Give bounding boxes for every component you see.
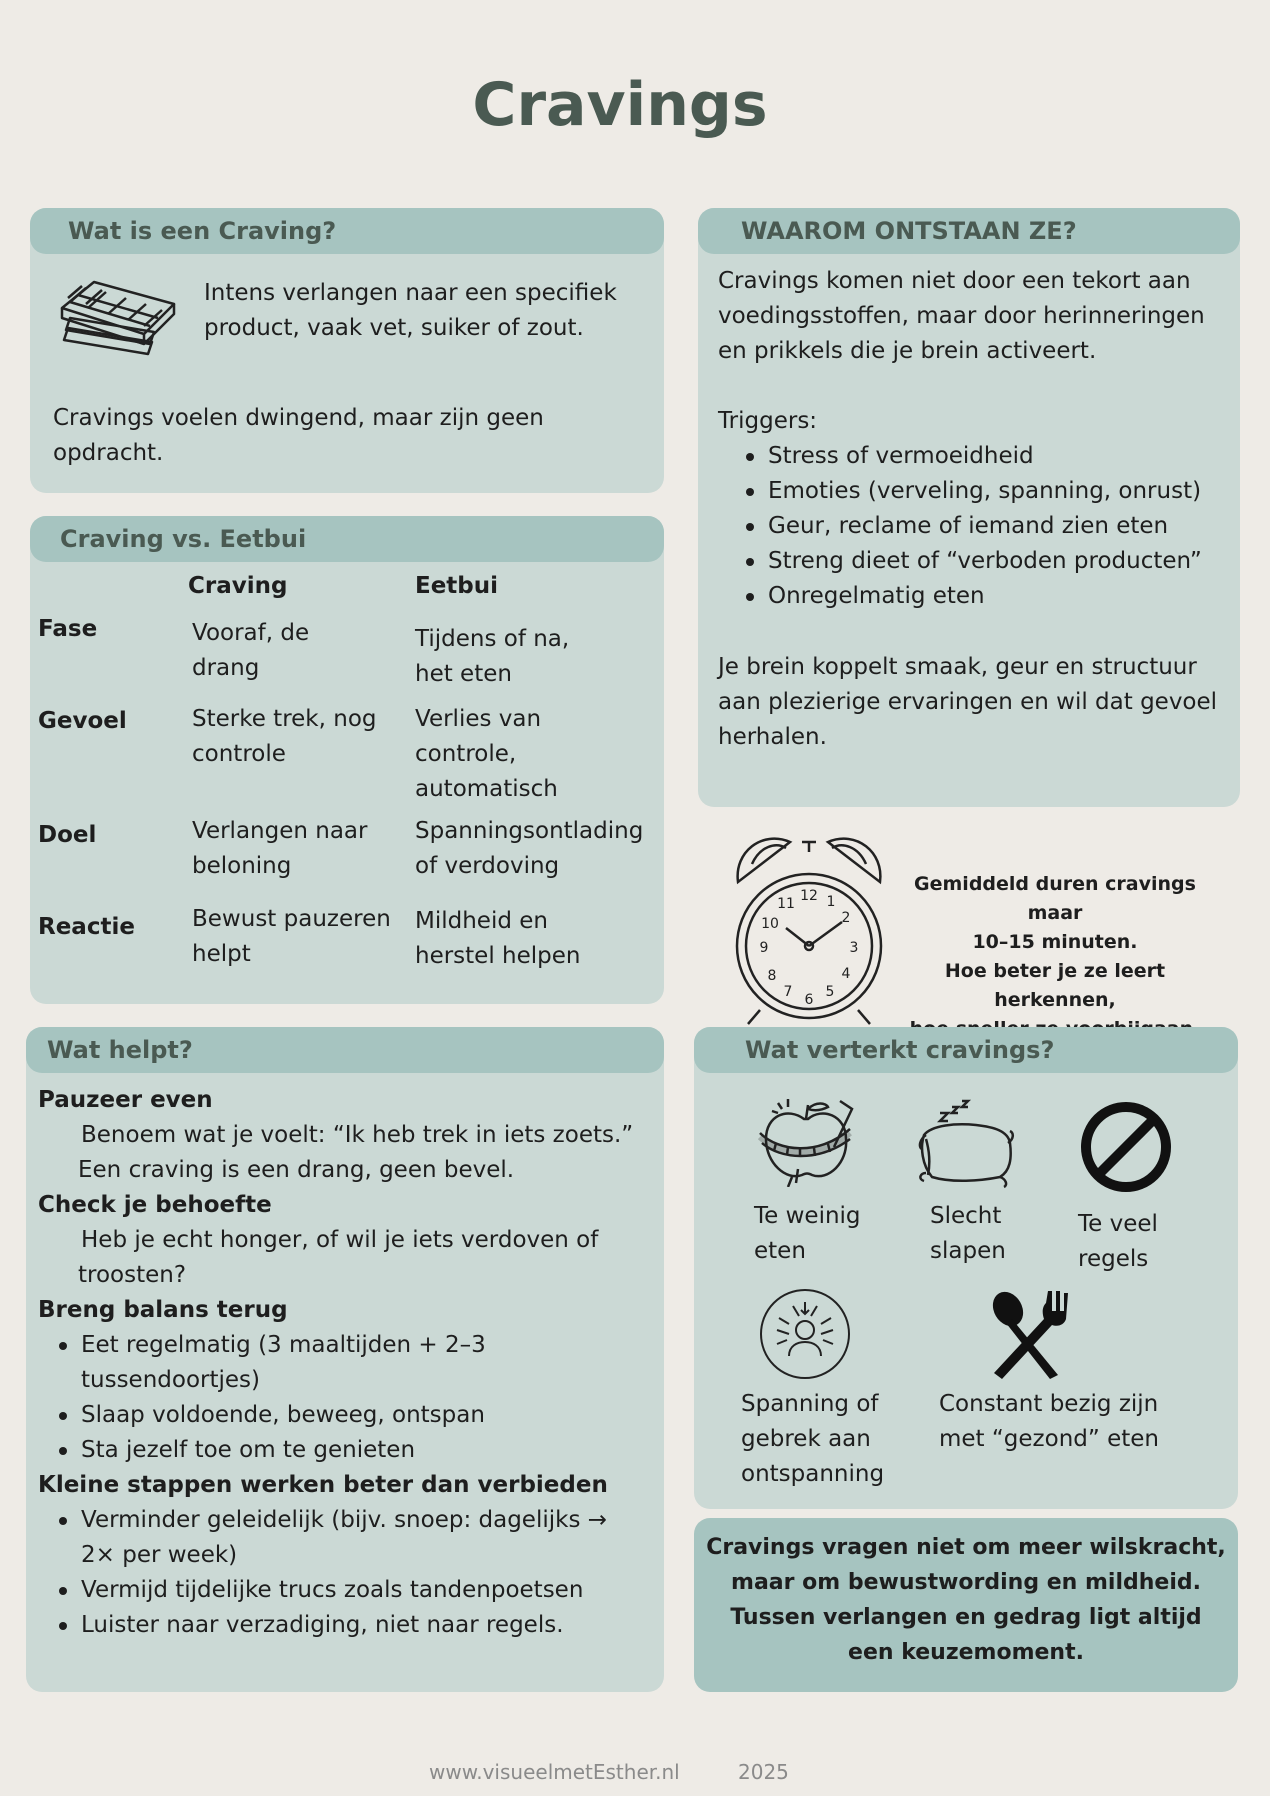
why-heading: WAAROM ONTSTAAN ZE? [698, 208, 1240, 254]
list-item: Geur, reclame of iemand zien eten [740, 509, 1240, 544]
row-label-gevoel: Gevoel [38, 708, 127, 734]
strengthens-card [694, 1027, 1238, 1509]
helps-s4-list [38, 1503, 638, 1643]
row-reactie-eetbui: Mildheid en herstel helpen [415, 908, 581, 969]
row-label-reactie: Reactie [38, 914, 135, 940]
helps-heading: Wat helpt? [26, 1027, 664, 1073]
list-item: Luister naar verzadiging, niet naar regels. [53, 1608, 638, 1643]
svg-text:10: 10 [761, 916, 779, 932]
helps-s2-l2: troosten? [78, 1262, 187, 1288]
what-is-text2: Cravings voelen dwingend, maar zijn geen opdracht. [53, 405, 544, 466]
strengthens-label-0: Te weinig eten [754, 1203, 861, 1264]
helps-s1-l1: Benoem wat je voelt: “Ik heb trek in iets zoets.” [81, 1122, 634, 1148]
pillow-sleep-icon [916, 1099, 1016, 1189]
list-item: Streng dieet of “verboden producten” [740, 544, 1240, 579]
why-triggers-label: Triggers: [718, 408, 818, 434]
helps-content [38, 1083, 658, 1643]
helps-s3-title: Breng balans terug [38, 1297, 288, 1323]
row-label-doel: Doel [38, 822, 97, 848]
why-outro: Je brein koppelt smaak, geur en structuur aan plezierige ervaringen en wil dat gevoel herhalen. [718, 654, 1218, 750]
what-is-heading: Wat is een Craving? [30, 208, 664, 254]
what-is-card [30, 208, 664, 493]
clock-line1: Gemiddeld duren cravings maar [914, 873, 1196, 924]
row-fase-eetbui: Tijdens of na, het eten [415, 626, 570, 687]
clock-line2: 10–15 minuten. [972, 931, 1138, 953]
strengthens-label-2: Te veel regels [1078, 1211, 1158, 1272]
quote-box [694, 1518, 1238, 1692]
clock-line3: Hoe beter je ze leert herkennen, [944, 960, 1166, 1011]
list-item: Stress of vermoeidheid [740, 439, 1240, 474]
svg-text:1: 1 [826, 894, 836, 910]
list-item: Verminder geleidelijk (bijv. snoep: dagelijks → 2× per week) [53, 1503, 638, 1573]
strengthens-label-4: Constant bezig zijn met “gezond” eten [939, 1391, 1159, 1452]
row-label-fase: Fase [38, 616, 98, 642]
versus-heading: Craving vs. Eetbui [30, 516, 664, 562]
prohibited-icon [1080, 1101, 1172, 1193]
svg-text:7: 7 [783, 984, 793, 1000]
list-item: Sta jezelf toe om te genieten [53, 1433, 508, 1468]
svg-text:12: 12 [800, 888, 818, 904]
alarm-clock-icon [730, 824, 888, 1026]
footer-year: 2025 [738, 1760, 789, 1784]
strengthens-label-1: Slecht slapen [930, 1203, 1006, 1264]
apple-measuring-tape-icon [758, 1097, 854, 1187]
row-doel-craving: Verlangen naar beloning [192, 818, 368, 879]
svg-text:11: 11 [777, 896, 795, 912]
row-doel-eetbui: Spanningsontlading of verdoving [415, 818, 644, 879]
svg-text:5: 5 [825, 984, 835, 1000]
page-title: Cravings [472, 70, 768, 140]
versus-col-craving: Craving [188, 573, 288, 599]
svg-text:4: 4 [841, 966, 851, 982]
clock-note [884, 870, 1226, 1044]
why-intro: Cravings komen niet door een tekort aan voedingsstoffen, maar door herinneringen en prikkels die je brein activeert. [718, 268, 1205, 364]
list-item: Emoties (verveling, spanning, onrust) [740, 474, 1240, 509]
helps-s2-l1: Heb je echt honger, of wil je iets verdoven of [81, 1227, 599, 1253]
quote-l3: Tussen verlangen en gedrag ligt altijd [730, 1605, 1202, 1630]
quote-l4: een keuzemoment. [848, 1640, 1084, 1665]
helps-s4-title: Kleine stappen werken beter dan verbieden [38, 1472, 608, 1498]
footer-site[interactable]: www.visueelmetEsther.nl [429, 1760, 680, 1784]
spoon-fork-icon [986, 1289, 1068, 1381]
svg-text:8: 8 [767, 968, 777, 984]
helps-s3-list [38, 1328, 508, 1468]
list-item: Slaap voldoende, beweeg, ontspan [53, 1398, 508, 1433]
versus-card [30, 516, 664, 1004]
helps-card [26, 1027, 664, 1692]
row-gevoel-craving: Sterke trek, nog controle [192, 706, 377, 767]
svg-text:3: 3 [849, 940, 859, 956]
svg-text:2: 2 [841, 910, 851, 926]
strengthens-label-3: Spanning of gebrek aan ontspanning [741, 1391, 885, 1487]
quote-l2: maar om bewustwording en mildheid. [731, 1570, 1201, 1595]
helps-s1-l2: Een craving is een drang, geen bevel. [78, 1157, 515, 1183]
quote-l1: Cravings vragen niet om meer wilskracht, [706, 1535, 1226, 1560]
stressed-person-icon [759, 1288, 851, 1380]
list-item: Eet regelmatig (3 maaltijden + 2–3 tussendoortjes) [53, 1328, 508, 1398]
svg-text:6: 6 [804, 992, 814, 1008]
what-is-text1: Intens verlangen naar een specifiek product, vaak vet, suiker of zout. [204, 280, 617, 341]
row-reactie-craving: Bewust pauzeren helpt [192, 906, 391, 967]
helps-s2-title: Check je behoefte [38, 1192, 272, 1218]
why-card [698, 208, 1240, 807]
why-triggers-list [740, 439, 1240, 614]
row-fase-craving: Vooraf, de drang [192, 620, 310, 681]
versus-col-eetbui: Eetbui [415, 573, 499, 599]
list-item: Vermijd tijdelijke trucs zoals tandenpoetsen [53, 1573, 638, 1608]
svg-text:9: 9 [759, 940, 769, 956]
strengthens-heading: Wat verterkt cravings? [694, 1027, 1238, 1073]
helps-s1-title: Pauzeer even [38, 1087, 213, 1113]
list-item: Onregelmatig eten [740, 579, 1240, 614]
chocolate-bar-icon [58, 278, 178, 363]
row-gevoel-eetbui: Verlies van controle, automatisch [415, 706, 558, 802]
